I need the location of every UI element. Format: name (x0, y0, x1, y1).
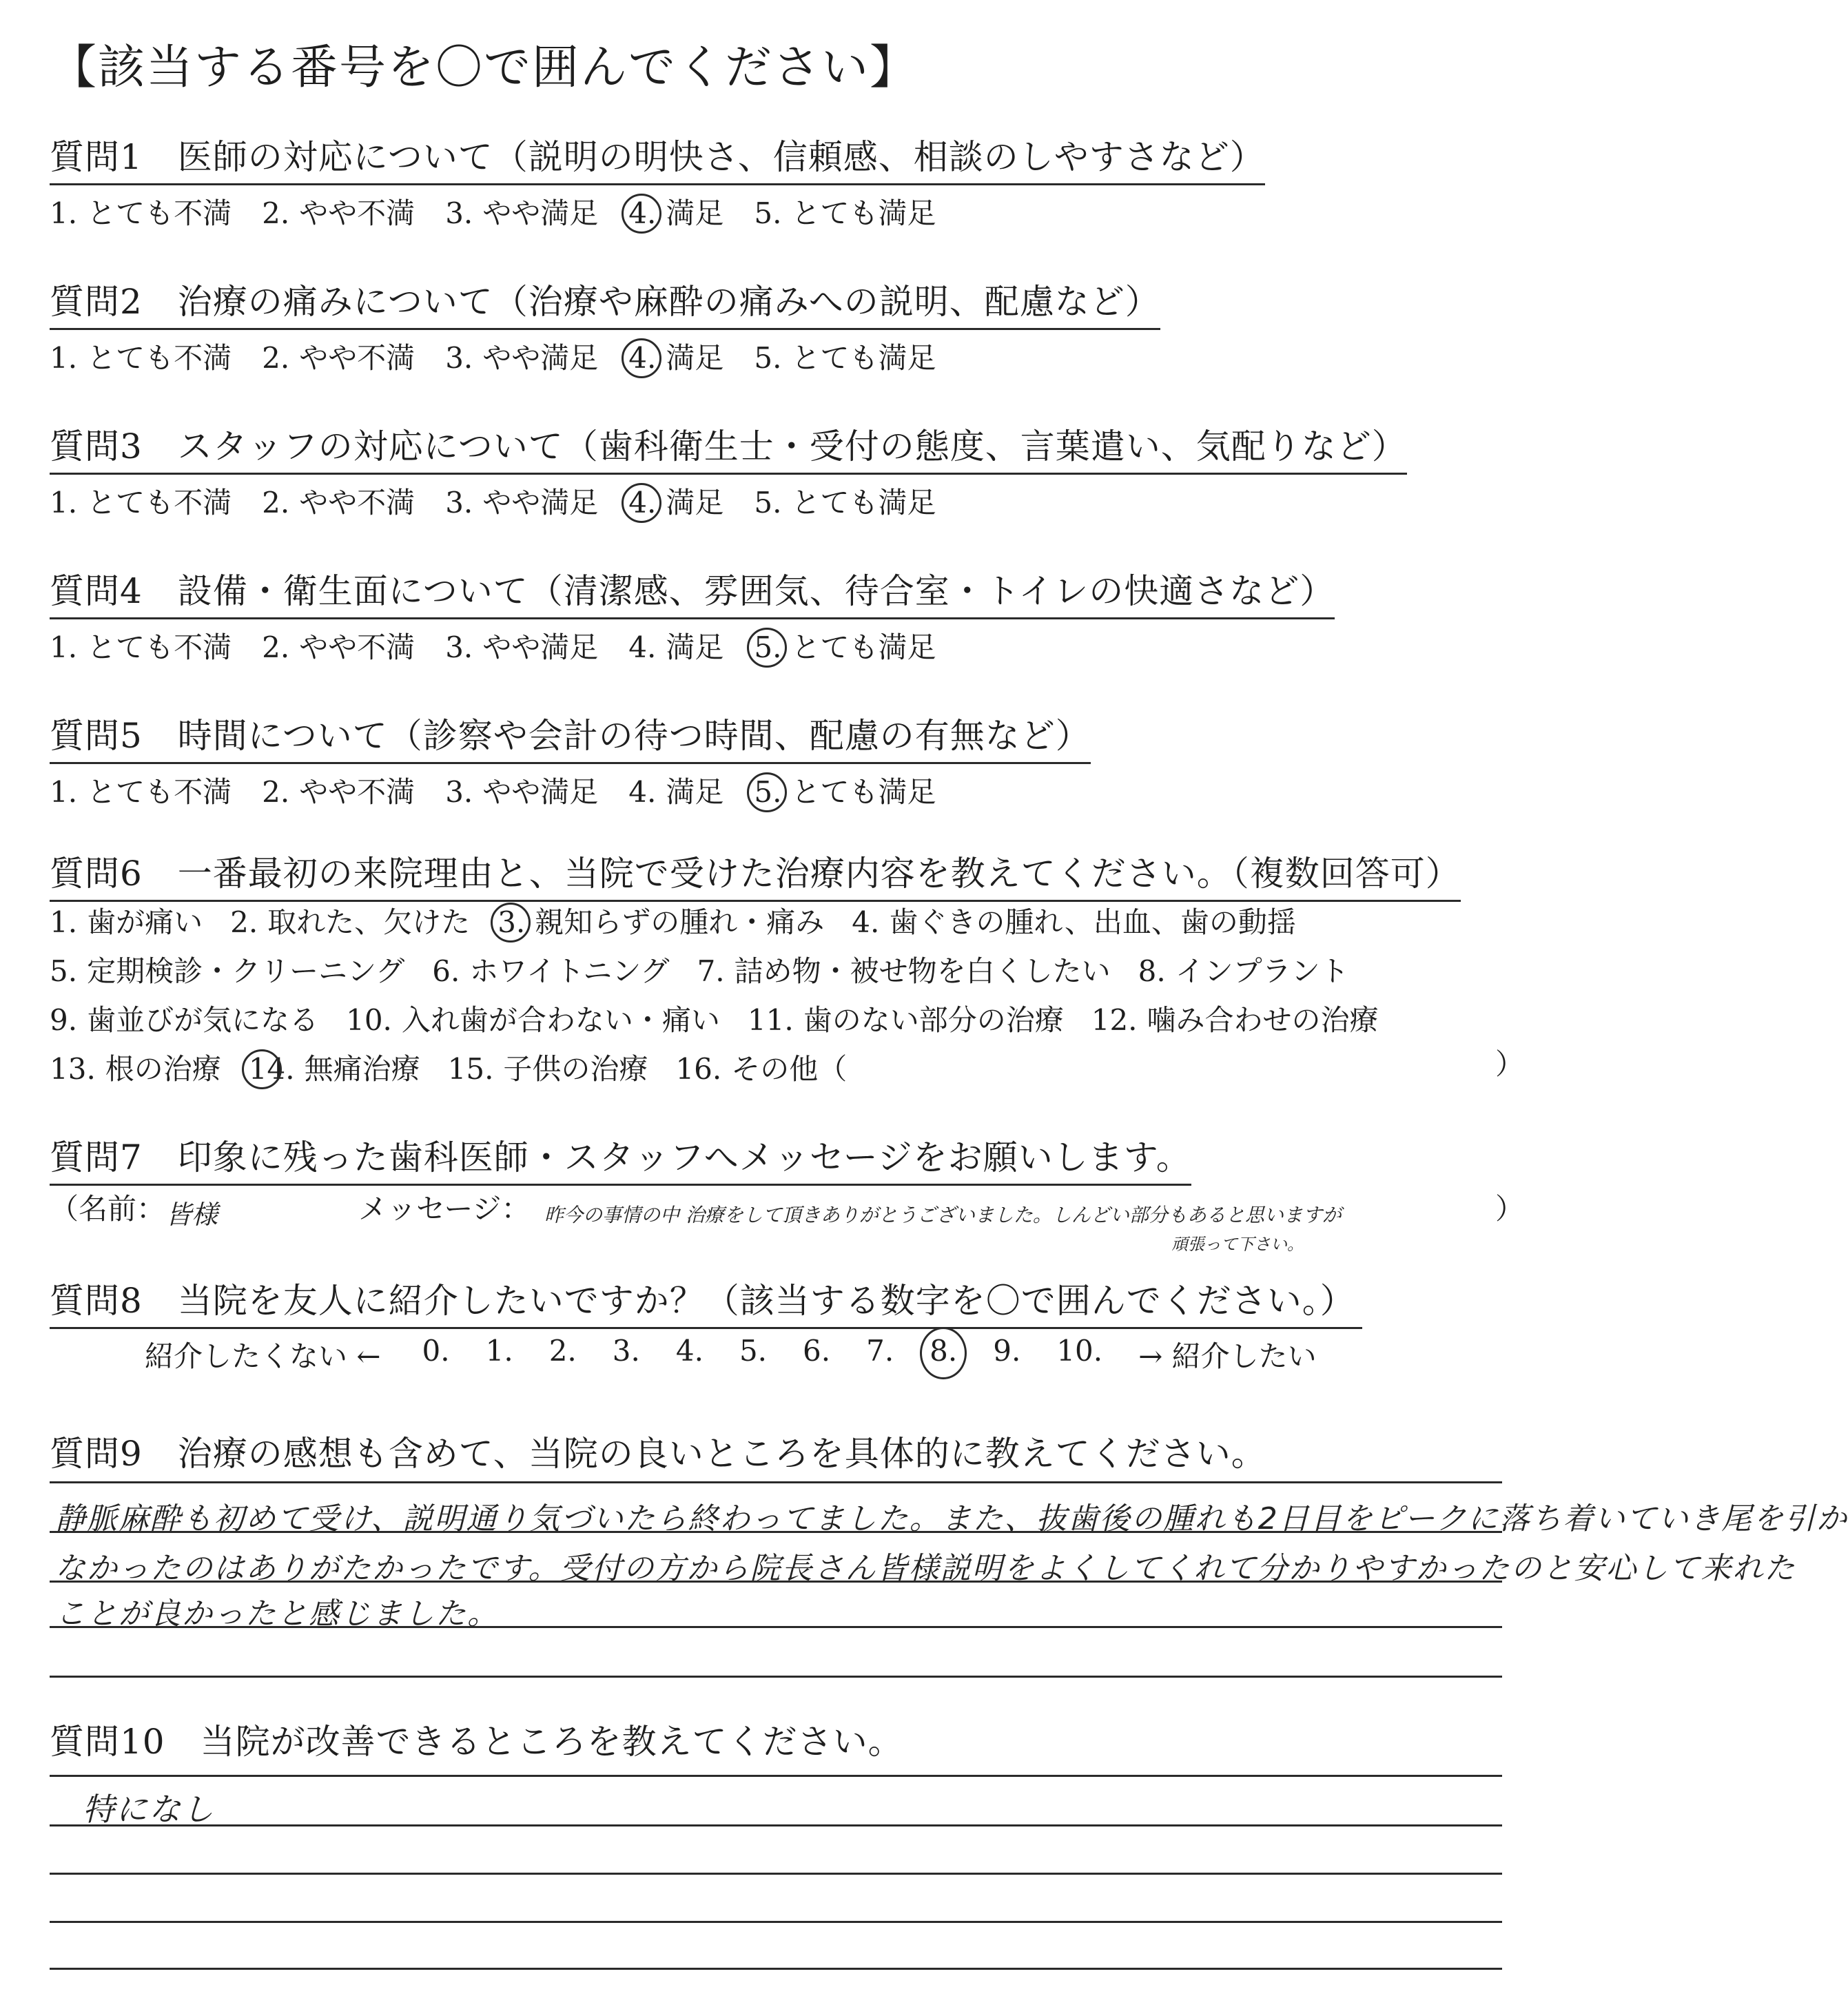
question-9 (50, 1426, 1266, 1480)
option-label: 噛み合わせの治療 (1147, 1002, 1379, 1037)
option-number: 8. (1138, 954, 1166, 988)
q5-option-1[interactable] (50, 770, 232, 811)
q10-line-2 (50, 1824, 1502, 1826)
option-label: やや不満 (299, 630, 415, 664)
q6-option[interactable] (497, 900, 824, 941)
q1-option-3[interactable] (445, 191, 598, 232)
option-number: 2. (262, 775, 290, 809)
option-number: 6. (432, 954, 460, 988)
option-number: 10. (346, 1002, 392, 1037)
option-label: やや不満 (299, 341, 415, 375)
q5-option-4[interactable] (628, 770, 723, 811)
q3-option-5[interactable] (754, 480, 936, 522)
q5-option-3[interactable] (445, 770, 598, 811)
q9-line-1 (50, 1481, 1502, 1483)
q6-option[interactable] (432, 949, 669, 990)
q8-scale-2[interactable]: 2. (548, 1334, 577, 1368)
option-label: 歯ぐきの腫れ、出血、歯の動揺 (889, 905, 1296, 939)
q6-option[interactable] (1091, 998, 1379, 1039)
q9-line-3 (50, 1581, 1502, 1583)
q8-scale-9[interactable]: 9. (993, 1334, 1021, 1368)
q4-option-5[interactable] (754, 625, 936, 666)
option-label: 親知らずの腫れ・痛み (535, 905, 825, 939)
option-label: とても不満 (87, 630, 232, 664)
option-number: 3. (445, 486, 473, 519)
q6-option[interactable] (50, 998, 318, 1039)
q7-message-value-2: 頑張って下さい。 (1171, 1235, 1304, 1254)
question-5-title: 質問5 時間について（診察や会計の待つ時間、配慮の有無など） (50, 708, 1091, 764)
option-label: 根の治療 (105, 1051, 221, 1086)
form-header: 【該当する番号を〇で囲んでください】 (50, 41, 918, 95)
q7-name-value[interactable]: 皆様 (165, 1200, 218, 1230)
option-number: 1. (50, 486, 78, 519)
option-number: 9. (50, 1002, 78, 1037)
option-number: 2. (262, 341, 290, 375)
q6-close-paren: ） (1495, 1047, 1525, 1081)
question-7 (50, 1130, 1191, 1186)
question-3-title: 質問3 スタッフの対応について（歯科衛生士・受付の態度、言葉遣い、気配りなど） (50, 419, 1407, 475)
option-label: やや不満 (299, 486, 415, 519)
option-label: とても不満 (87, 486, 232, 519)
option-number: 4. (628, 630, 657, 664)
option-label: 無痛治療 (304, 1051, 420, 1086)
option-label: ホワイトニング (469, 954, 670, 988)
q6-option[interactable] (249, 1047, 420, 1088)
q2-option-2[interactable] (262, 336, 415, 377)
option-number: 4. (628, 341, 657, 375)
option-number: 7. (697, 954, 725, 988)
q4-option-1[interactable] (50, 625, 232, 666)
q8-scale-5[interactable]: 5. (739, 1334, 768, 1368)
question-1-title: 質問1 医師の対応について（説明の明快さ、信頼感、相談のしやすさなど） (50, 130, 1265, 185)
question-8 (50, 1273, 1362, 1329)
q6-row (50, 1042, 1406, 1091)
question-1 (50, 130, 1265, 232)
q8-scale-1[interactable]: 1. (485, 1334, 513, 1368)
q9-answer-line-1[interactable]: 静脈麻酔も初めて受け、説明通り気づいたら終わってました。また、抜歯後の腫れも2日目をピークに落ち着いていき尾を引か (55, 1501, 1848, 1536)
q3-option-1[interactable] (50, 480, 232, 522)
option-number: 5. (754, 630, 782, 664)
q9-answer-line-3[interactable]: ことが良かったと感じました。 (55, 1596, 499, 1632)
q1-option-4[interactable] (628, 191, 723, 232)
option-number: 5. (50, 954, 78, 988)
option-number: 1. (50, 905, 78, 939)
option-label: 歯が痛い (87, 905, 203, 939)
question-6-options (50, 896, 1406, 1091)
option-number: 2. (262, 486, 290, 519)
option-label: とても満足 (791, 630, 936, 664)
q6-option[interactable] (50, 1047, 221, 1088)
option-number: 4. (852, 905, 880, 939)
option-label: とても不満 (87, 196, 232, 230)
q3-option-3[interactable] (445, 480, 598, 522)
option-number: 13. (50, 1051, 96, 1086)
q1-option-5[interactable] (754, 191, 936, 232)
q5-option-5[interactable] (754, 770, 936, 811)
option-label: 入れ歯が合わない・痛い (401, 1002, 720, 1037)
option-label: 歯並びが気になる (87, 1002, 319, 1037)
question-7-title: 質問7 印象に残った歯科医師・スタッフへメッセージをお願いします。 (50, 1130, 1191, 1186)
question-6-title: 質問6 一番最初の来院理由と、当院で受けた治療内容を教えてください。（複数回答可） (50, 846, 1461, 902)
q2-option-5[interactable] (754, 336, 936, 377)
q10-answer[interactable]: 特になし (83, 1791, 215, 1828)
option-label: 定期検診・クリーニング (87, 954, 405, 988)
q6-option[interactable] (852, 900, 1296, 941)
option-number: 15. (447, 1051, 494, 1086)
q3-option-4[interactable] (628, 480, 723, 522)
option-label: 満足 (666, 486, 724, 519)
question-10 (50, 1714, 903, 1768)
q6-option[interactable] (748, 998, 1064, 1039)
option-number: 5. (754, 341, 782, 375)
option-number: 1. (50, 196, 78, 230)
q8-scale-7[interactable]: 7. (866, 1334, 894, 1368)
q8-left-label: 紹介したくない ← (145, 1339, 381, 1373)
q8-scale-6[interactable]: 6. (803, 1334, 831, 1368)
option-label: その他（ (731, 1051, 848, 1086)
q8-scale (145, 1334, 1353, 1375)
option-label: とても満足 (791, 341, 936, 375)
option-label: とても不満 (87, 775, 232, 809)
q7-close-paren: ） (1495, 1192, 1525, 1226)
q8-scale-0[interactable]: 0. (422, 1334, 450, 1368)
question-8-title: 質問8 当院を友人に紹介したいですか？（該当する数字を〇で囲んでください。） (50, 1273, 1362, 1329)
q6-row (50, 896, 1406, 945)
option-number: 5. (754, 775, 782, 809)
option-number: 3. (445, 341, 473, 375)
option-number: 16. (675, 1051, 722, 1086)
option-label: 詰め物・被せ物を白くしたい (734, 954, 1111, 988)
option-label: 取れた、欠けた (267, 905, 471, 939)
option-number: 3. (445, 196, 473, 230)
q8-scale-8[interactable]: 8. (930, 1334, 957, 1375)
q4-option-3[interactable] (445, 625, 598, 666)
option-label: とても満足 (791, 486, 936, 519)
question-5 (50, 708, 1091, 811)
option-number: 3. (445, 775, 473, 809)
question-10-title: 質問10 当院が改善できるところを教えてください。 (50, 1722, 903, 1762)
option-label: やや満足 (482, 486, 599, 519)
option-label: とても満足 (791, 775, 936, 809)
q4-option-2[interactable] (262, 625, 415, 666)
option-label: 満足 (666, 341, 724, 375)
option-number: 4. (628, 486, 657, 519)
question-5-options (50, 770, 1091, 811)
q10-line-3 (50, 1873, 1502, 1875)
q6-option[interactable] (1138, 949, 1349, 990)
option-label: やや満足 (482, 196, 599, 230)
option-label: 子供の治療 (503, 1051, 648, 1086)
q10-line-5 (50, 1968, 1502, 1970)
option-number: 14. (248, 1051, 295, 1086)
q2-option-1[interactable] (50, 336, 232, 377)
q6-row (50, 994, 1406, 1042)
option-label: 満足 (666, 775, 724, 809)
q6-option[interactable] (50, 949, 404, 990)
q1-option-1[interactable] (50, 191, 232, 232)
question-3-options (50, 480, 1407, 522)
option-label: 満足 (666, 630, 724, 664)
q2-option-4[interactable] (628, 336, 723, 377)
question-2-options (50, 336, 1160, 377)
option-label: やや満足 (482, 341, 599, 375)
q6-row (50, 945, 1406, 994)
q8-scale-4[interactable]: 4. (675, 1334, 704, 1368)
option-number: 5. (754, 196, 782, 230)
q7-message-value[interactable]: 昨今の事情の中 治療をして頂きありがとうございました。しんどい部分もあると思いますが (544, 1204, 1342, 1226)
option-number: 4. (628, 775, 657, 809)
q9-line-4 (50, 1626, 1502, 1628)
option-number: 3. (497, 905, 526, 939)
option-label: やや不満 (299, 775, 415, 809)
option-label: 満足 (666, 196, 724, 230)
option-label: やや満足 (482, 775, 599, 809)
question-9-title: 質問9 治療の感想も含めて、当院の良いところを具体的に教えてください。 (50, 1434, 1266, 1474)
q10-line-1 (50, 1775, 1502, 1777)
option-number: 5. (754, 486, 782, 519)
q9-line-2 (50, 1531, 1502, 1533)
option-number: 1. (50, 630, 78, 664)
question-1-options (50, 191, 1265, 232)
q10-line-4 (50, 1921, 1502, 1923)
q7-message-label: メッセージ： (358, 1192, 531, 1226)
q6-option[interactable] (346, 998, 720, 1039)
option-number: 1. (50, 775, 78, 809)
option-label: インプラント (1175, 954, 1349, 988)
option-number: 2. (230, 905, 258, 939)
question-3 (50, 419, 1407, 522)
option-label: 歯のない部分の治療 (803, 1002, 1064, 1037)
option-number: 12. (1091, 1002, 1138, 1037)
question-2-title: 質問2 治療の痛みについて（治療や麻酔の痛みへの説明、配慮など） (50, 274, 1160, 330)
q8-right-label: → 紹介したい (1138, 1339, 1317, 1373)
option-number: 3. (445, 630, 473, 664)
q9-answer-line-2[interactable]: なかったのはありがたかったです。受付の方から院長さん皆様説明をよくしてくれて分かりやすかったのと安心して来れた (55, 1551, 1796, 1586)
q6-option[interactable] (230, 900, 470, 941)
question-2 (50, 274, 1160, 377)
q6-option[interactable] (675, 1047, 847, 1088)
question-4-title: 質問4 設備・衛生面について（清潔感、雰囲気、待合室・トイレの快適さなど） (50, 564, 1335, 619)
option-number: 4. (628, 196, 657, 230)
q7-name-label: （名前： (50, 1192, 166, 1226)
q6-option[interactable] (448, 1047, 648, 1088)
question-6 (50, 846, 1461, 902)
q3-option-2[interactable] (262, 480, 415, 522)
option-number: 1. (50, 341, 78, 375)
q1-option-2[interactable] (262, 191, 415, 232)
option-label: やや満足 (482, 630, 599, 664)
q8-scale-3[interactable]: 3. (612, 1334, 640, 1368)
q4-option-4[interactable] (628, 625, 723, 666)
q9-line-5 (50, 1676, 1502, 1678)
q2-option-3[interactable] (445, 336, 598, 377)
option-number: 2. (262, 630, 290, 664)
option-number: 2. (262, 196, 290, 230)
option-label: とても不満 (87, 341, 232, 375)
q8-scale-10[interactable]: 10. (1056, 1334, 1103, 1368)
question-4 (50, 564, 1335, 666)
question-4-options (50, 625, 1335, 666)
q6-option[interactable] (50, 900, 203, 941)
option-label: とても満足 (791, 196, 936, 230)
option-label: やや不満 (299, 196, 415, 230)
option-number: 11. (747, 1002, 794, 1037)
q6-option[interactable] (697, 949, 1111, 990)
q5-option-2[interactable] (262, 770, 415, 811)
